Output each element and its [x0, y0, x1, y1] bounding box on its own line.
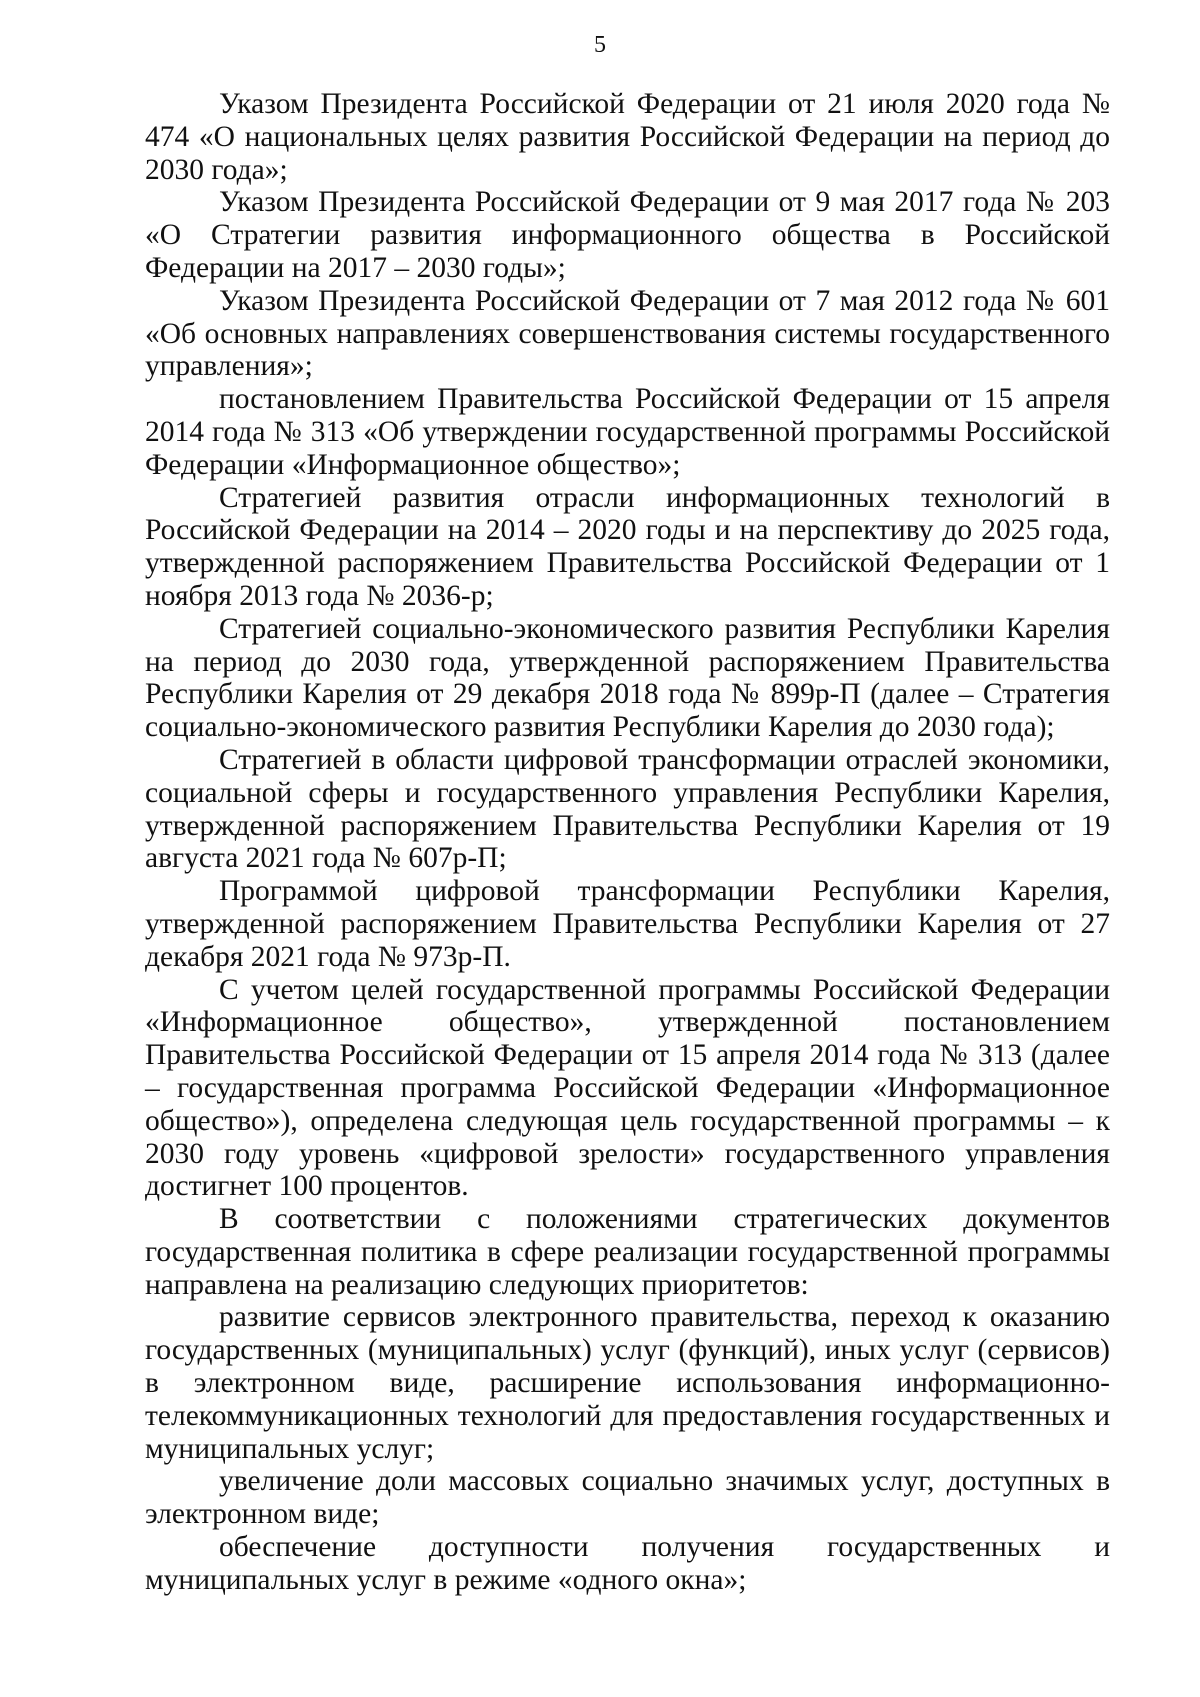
paragraph-priority-mass-services: увеличение доли массовых социально значимых услуг, доступных в электронном виде; [145, 1465, 1110, 1531]
page-number: 5 [594, 32, 606, 58]
paragraph-digital-transformation-program: Программой цифровой трансформации Республики Карелия, утвержденной распоряжением Правительства Республики Карелия от 27 декабря 2021 года № 973р-П. [145, 875, 1110, 973]
paragraph-priority-e-government: развитие сервисов электронного правительства, переход к оказанию государственных (муниципальных) услуг (функций), иных услуг (сервисов) в электронном виде, расширение использования информационно-телекоммуникационных технологий для предоставления государственных и муниципальных услуг; [145, 1301, 1110, 1465]
paragraph-decree-2020: Указом Президента Российской Федерации от 21 июля 2020 года № 474 «О национальных целях развития Российской Федерации на период до 2030 года»; [145, 88, 1110, 186]
document-body [145, 88, 1110, 1597]
paragraph-resolution-313: постановлением Правительства Российской Федерации от 15 апреля 2014 года № 313 «Об утверждении государственной программы Российской Федерации «Информационное общество»; [145, 383, 1110, 481]
paragraph-it-strategy: Стратегией развития отрасли информационных технологий в Российской Федерации на 2014 – 2020 годы и на перспективу до 2025 года, утвержденной распоряжением Правительства Российской Федерации от 1 ноября 2013 года № 2036-р; [145, 481, 1110, 612]
paragraph-program-goal: С учетом целей государственной программы Российской Федерации «Информационное общество», утвержденной постановлением Правительства Российской Федерации от 15 апреля 2014 года № 313 (далее – государственная программа Российской Федерации «Информационное общество»), определена следующая цель государственной программы – к 2030 году уровень «цифровой зрелости» государственного управления достигнет 100 процентов. [145, 973, 1110, 1203]
paragraph-digital-transformation-strategy: Стратегией в области цифровой трансформации отраслей экономики, социальной сферы и государственного управления Республики Карелия, утвержденной распоряжением Правительства Республики Карелия от 19 августа 2021 года № 607р-П; [145, 743, 1110, 875]
paragraph-priority-one-window: обеспечение доступности получения государственных и муниципальных услуг в режиме «одного окна»; [145, 1531, 1110, 1596]
paragraph-decree-2012: Указом Президента Российской Федерации от 7 мая 2012 года № 601 «Об основных направлениях совершенствования системы государственного управления»; [145, 284, 1110, 383]
paragraph-decree-2017: Указом Президента Российской Федерации от 9 мая 2017 года № 203 «О Стратегии развития информационного общества в Российской Федерации на 2017 – 2030 годы»; [145, 186, 1110, 284]
paragraph-socio-economic-strategy: Стратегией социально-экономического развития Республики Карелия на период до 2030 года, утвержденной распоряжением Правительства Республики Карелия от 29 декабря 2018 года № 899р-П (далее – Стратегия социально-экономического развития Республики Карелия до 2030 года); [145, 612, 1110, 744]
paragraph-priorities-intro: В соответствии с положениями стратегических документов государственная политика в сфере реализации государственной программы направлена на реализацию следующих приоритетов: [145, 1203, 1110, 1301]
